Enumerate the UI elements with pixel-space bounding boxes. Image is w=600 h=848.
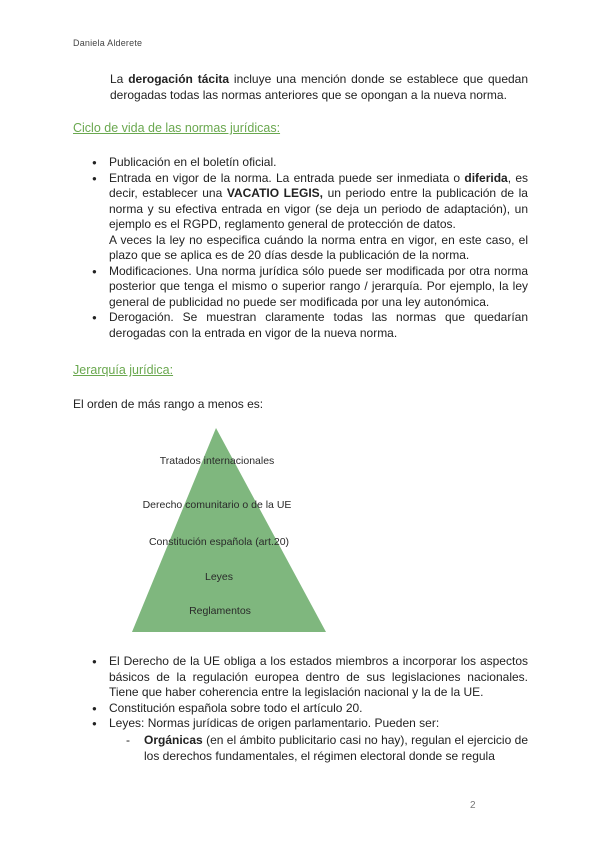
list-item: ● Constitución española sobre todo el artículo 20. bbox=[92, 701, 528, 717]
item-text: , es decir, establecer una bbox=[109, 170, 528, 200]
item-bold: VACATIO LEGIS, bbox=[226, 186, 324, 200]
list-item: ● Publicación en el boletín oficial. bbox=[92, 155, 528, 171]
leyes-sublist bbox=[126, 733, 528, 764]
intro-prefix: La bbox=[110, 72, 129, 86]
hierarchy-pyramid bbox=[130, 428, 330, 634]
jerarquia-lead: El orden de más rango a menos es: bbox=[73, 397, 264, 411]
subitem-text: (en el ámbito publicitario casi no hay), regulan el ejercicio de los derechos fundamentales, el régimen electoral donde se regula bbox=[144, 733, 528, 763]
page-header-author: Daniela Alderete bbox=[73, 38, 143, 48]
section-heading-jerarquia: Jerarquía jurídica: bbox=[73, 363, 174, 377]
ciclo-list bbox=[92, 155, 528, 341]
list-item: ● Leyes: Normas jurídicas de origen parlamentario. Pueden ser: bbox=[92, 716, 528, 732]
jerarquia-list bbox=[92, 654, 528, 732]
list-item bbox=[92, 171, 528, 264]
intro-term: derogación tácita bbox=[128, 72, 230, 86]
list-item: ● Derogación. Se muestran claramente todas las normas que quedarían derogadas con la entrada en vigor de la nueva norma. bbox=[92, 310, 528, 341]
list-item: ● El Derecho de la UE obliga a los estados miembros a incorporar los aspectos básicos de la regulación europea dentro de sus legislaciones nacionales. Tiene que haber coherencia entre la legislación nacional y la de la UE. bbox=[92, 654, 528, 701]
item-text: un periodo entre la publicación de la norma y su efectiva entrada en vigor (se deja un periodo de adaptación), un ejemplo es el RGPD, reglamento general de protección de datos. bbox=[109, 186, 528, 231]
item-bold: diferida bbox=[464, 170, 508, 185]
pyramid-level-leyes: Leyes bbox=[204, 571, 234, 583]
sub-list-item bbox=[126, 733, 528, 764]
pyramid-level-constitucion: Constitución española (art.20) bbox=[148, 536, 290, 548]
item-text: A veces la ley no especifica cuándo la norma entra en vigor, en este caso, el plazo que se aplica es de 20 días desde la publicación de la norma. bbox=[109, 232, 528, 262]
section-heading-ciclo: Ciclo de vida de las normas jurídicas: bbox=[73, 121, 281, 135]
pyramid-level-reglamentos: Reglamentos bbox=[189, 605, 251, 617]
intro-suffix: incluye una mención donde se establece que quedan derogadas todas las normas anteriores que se opongan a la nueva norma. bbox=[110, 72, 529, 102]
pyramid-level-derecho-ue: Derecho comunitario o de la UE bbox=[142, 499, 292, 511]
subitem-bold: Orgánicas bbox=[144, 733, 203, 747]
intro-paragraph bbox=[110, 72, 528, 103]
item-text: Entrada en vigor de la norma. La entrada puede ser inmediata o bbox=[109, 170, 465, 185]
page-number: 2 bbox=[470, 800, 476, 811]
pyramid-level-tratados: Tratados internacionales bbox=[159, 455, 275, 467]
list-item: ● Modificaciones. Una norma jurídica sólo puede ser modificada por otra norma posterior que tenga el mismo o superior rango / jerarquía. Por ejemplo, la ley general de publicidad no puede ser modificada por una ley autonómica. bbox=[92, 264, 528, 311]
